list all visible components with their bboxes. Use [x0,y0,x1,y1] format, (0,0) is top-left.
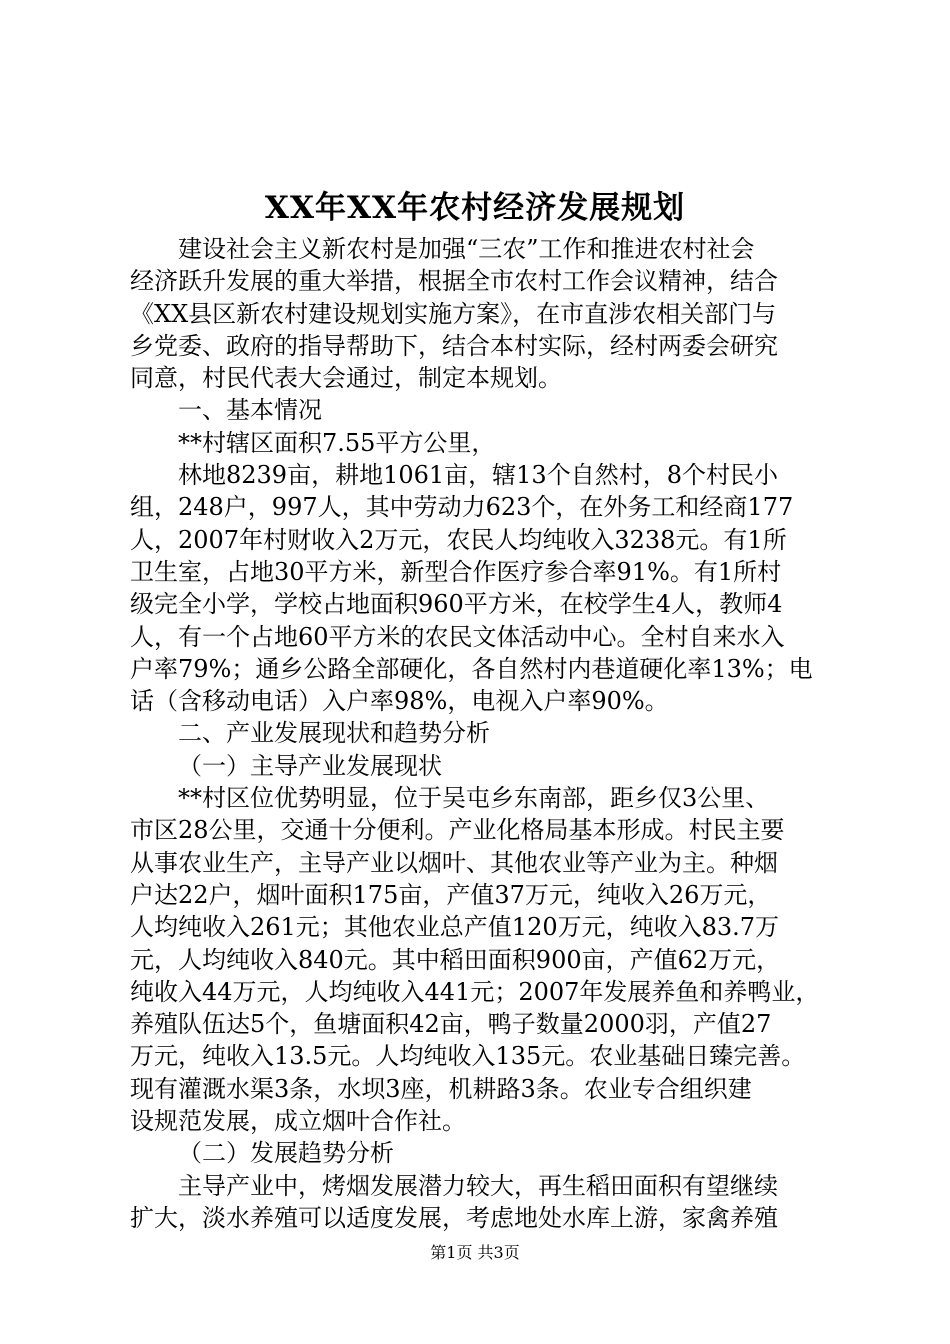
paragraph-line: 林地8239亩，耕地1061亩，辖13个自然村，8个村民小 [178,461,778,490]
paragraph-line: 纯收入44万元，人均纯收入441元；2007年发展养鱼和养鸭业， [130,977,820,1006]
paragraph-line: 市区28公里，交通十分便利。产业化格局基本形成。村民主要 [130,816,785,845]
paragraph-line: 乡党委、政府的指导帮助下，结合本村实际，经村两委会研究 [130,331,778,360]
paragraph-line: 建设社会主义新农村是加强“三农”工作和推进农村社会 [178,235,755,263]
paragraph-line: 万元，纯收入13.5元。人均纯收入135元。农业基础日臻完善。 [130,1042,806,1071]
paragraph-line: 《XX县区新农村建设规划实施方案》，在市直涉农相关部门与 [130,299,777,328]
subsection-heading: （一）主导产业发展现状 [178,751,442,780]
paragraph-line: 设规范发展，成立烟叶合作社。 [130,1107,466,1136]
paragraph-line: 主导产业中，烤烟发展潜力较大，再生稻田面积有望继续 [178,1171,778,1200]
paragraph-line: 组，248户，997人，其中劳动力623个，在外务工和经商177 [130,493,794,522]
paragraph-line: 话（含移动电话）入户率98%，电视入户率90%。 [130,687,669,716]
paragraph-line: 同意，村民代表大会通过，制定本规划。 [130,364,562,393]
paragraph-line: 元，人均纯收入840元。其中稻田面积900亩，产值62万元， [130,945,781,974]
paragraph-line: 从事农业生产，主导产业以烟叶、其他农业等产业为主。种烟 [130,848,778,877]
paragraph-line: 户率79%；通乡公路全部硬化，各自然村内巷道硬化率13%；电 [130,654,813,683]
paragraph-line: 人均纯收入261元；其他农业总产值120万元，纯收入83.7万 [130,913,780,942]
document-title: XX年XX年农村经济发展规划 [264,190,686,226]
paragraph-line: 经济跃升发展的重大举措，根据全市农村工作会议精神，结合 [130,267,778,296]
paragraph-line: 养殖队伍达5个，鱼塘面积42亩，鸭子数量2000羽，产值27 [130,1010,772,1039]
page-footer: 第1页 共3页 [430,1243,520,1262]
paragraph-line: 级完全小学，学校占地面积960平方米，在校学生4人，教师4 [130,590,783,619]
paragraph-line: **村辖区面积7.55平方公里， [178,428,496,457]
section-heading: 二、产业发展现状和趋势分析 [178,719,490,748]
paragraph-line: 户达22户，烟叶面积175亩，产值37万元，纯收入26万元， [130,880,772,909]
paragraph-line: 现有灌溉水渠3条，水坝3座，机耕路3条。农业专合组织建 [130,1074,752,1103]
paragraph-line: 人，2007年村财收入2万元，农民人均纯收入3238元。有1所 [130,525,787,554]
paragraph-line: 卫生室，占地30平方米，新型合作医疗参合率91%。有1所村 [130,557,782,586]
section-heading: 一、基本情况 [178,396,322,425]
paragraph-line: **村区位优势明显，位于吴屯乡东南部，距乡仅3公里、 [178,784,770,813]
document-body [130,233,830,1234]
paragraph-line: 人，有一个占地60平方米的农民文体活动中心。全村自来水入 [130,622,785,651]
subsection-heading: （二）发展趋势分析 [178,1139,394,1168]
paragraph-line: 扩大，淡水养殖可以适度发展，考虑地处水库上游，家禽养殖 [130,1203,778,1232]
